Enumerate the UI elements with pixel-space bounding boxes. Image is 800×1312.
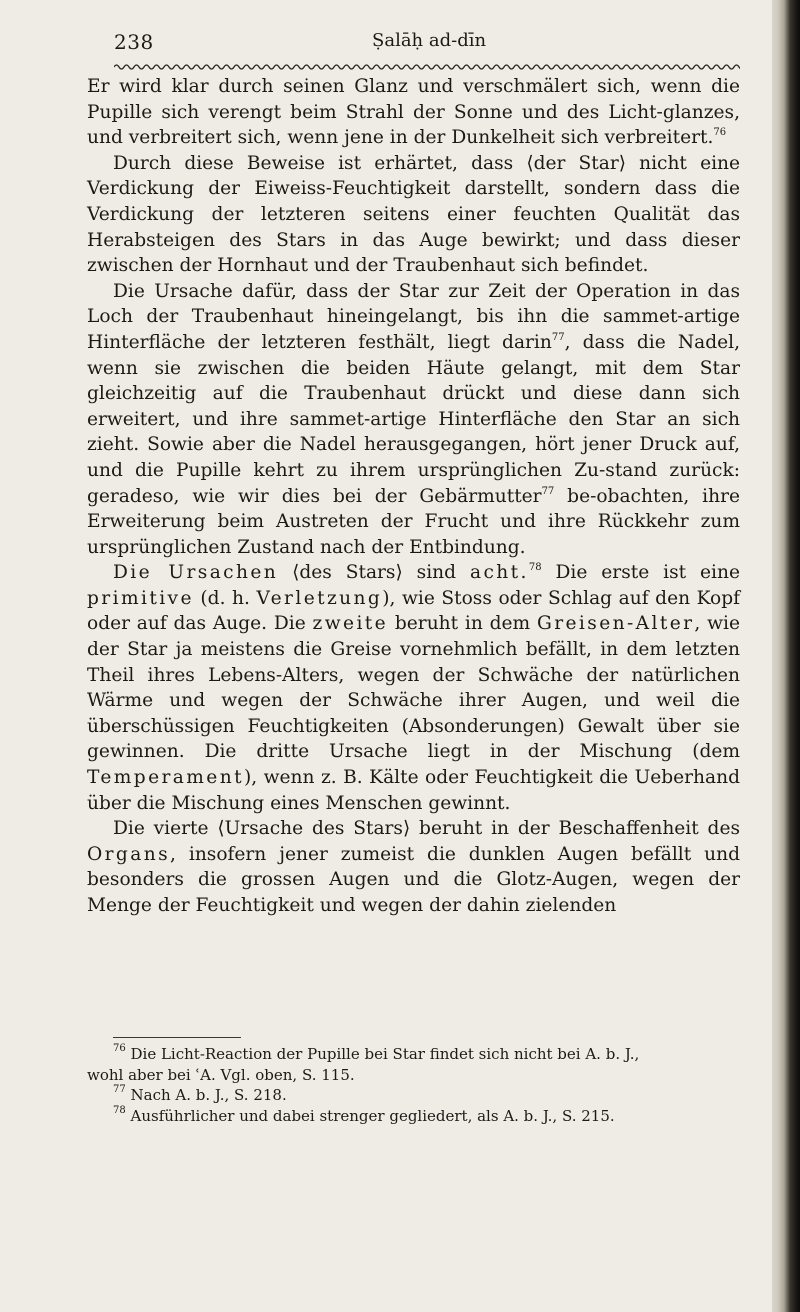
footnotes [87, 1044, 740, 1126]
footnote-ref-78: 78 [528, 562, 542, 574]
body-text [87, 74, 740, 919]
footnote-ref-77: 77 [551, 331, 565, 343]
footnote-76: $^{76}$ Die Licht-Reaction der Pupille bei Star findet sich nicht bei A. b. J., [113, 1043, 640, 1063]
paragraph-1: Er wird klar durch seinen Glanz und verschmälert sich, wenn die Pupille sich verengt beim Strahl der Sonne und des Licht-glanzes, und verbreitert sich, wenn jene in der Dunkelheit sich verbreitert.$^{76}$ [87, 76, 740, 149]
page-number: 238 [114, 30, 154, 54]
footnote-77: $^{77}$ Nach A. b. J., S. 218. [113, 1084, 287, 1104]
footnote-separator [113, 1037, 241, 1038]
paragraph-3: Die Ursache dafür, dass der Star zur Zeit der Operation in das Loch der Traubenhaut hineingelangt, bis ihn die sammet-artige Hinterfläche der letzteren festhält, liegt darin$^{77}$, dass die Nadel, wenn sie zwischen die beiden Häute gelangt, mit dem Star gleichzeitig auf die Traubenhaut drückt und diese dann sich erweitert, und ihre sammet-artige Hinterfläche den Star an sich zieht. Sowie aber die Nadel herausgegangen, hört jener Druck auf, und die Pupille kehrt zu ihrem ursprünglichen Zu-stand zurück: geradeso, wie wir dies bei der Gebärmutter$^{77}$ be-obachten, ihre Erweiterung beim Austreten der Frucht und ihre Rückkehr zum ursprünglichen Zustand nach der Entbindung. [87, 280, 740, 558]
wavy-rule-ornament [114, 60, 740, 74]
paragraph-2: Durch diese Beweise ist erhärtet, dass ⟨der Star⟩ nicht eine Verdickung der Eiweiss-Feuchtigkeit darstellt, sondern dass die Verdickung der letzteren seitens einer feuchten Qualität das Herabsteigen des Stars in das Auge bewirkt; und dass dieser zwischen der Hornhaut und der Traubenhaut sich befindet. [87, 152, 740, 277]
page-header [114, 30, 738, 60]
footnote-78: $^{78}$ Ausführlicher und dabei strenger gegliedert, als A. b. J., S. 215. [113, 1104, 615, 1125]
footnote-ref-76: 76 [713, 127, 727, 139]
running-title: Ṣalāḥ ad-dīn [372, 30, 487, 51]
footnote-76-cont: wohl aber bei ʿA. Vgl. oben, S. 115. [87, 1065, 355, 1084]
paragraph-5: Die vierte ⟨Ursache des Stars⟩ beruht in der Beschaffenheit des Organs, insofern jener zumeist die dunklen Augen befällt und besonders die grossen Augen und die Glotz-Augen, wegen der Menge der Feuchtigkeit und wegen der dahin zielenden [87, 818, 740, 916]
paragraph-4: Die Ursachen ⟨des Stars⟩ sind acht.$^{78}$ Die erste ist eine primitive (d. h. Verletzung), wie Stoss oder Schlag auf den Kopf oder auf das Auge. Die zweite beruht in dem Greisen-Alter, wie der Star ja meistens die Greise vornehmlich befällt, in dem letzten Theil ihres Lebens-Alters, wegen der Schwäche der natürlichen Wärme und wegen der Schwäche ihrer Augen, und weil die überschüssigen Feuchtigkeiten (Absonderungen) Gewalt über sie gewinnen. Die dritte Ursache liegt in der Mischung (dem Temperament), wenn z. B. Kälte oder Feuchtigkeit die Ueberhand über die Mischung eines Menschen gewinnt. [87, 562, 741, 814]
book-binding-edge [772, 0, 800, 1312]
footnote-ref-77b: 77 [541, 485, 555, 497]
